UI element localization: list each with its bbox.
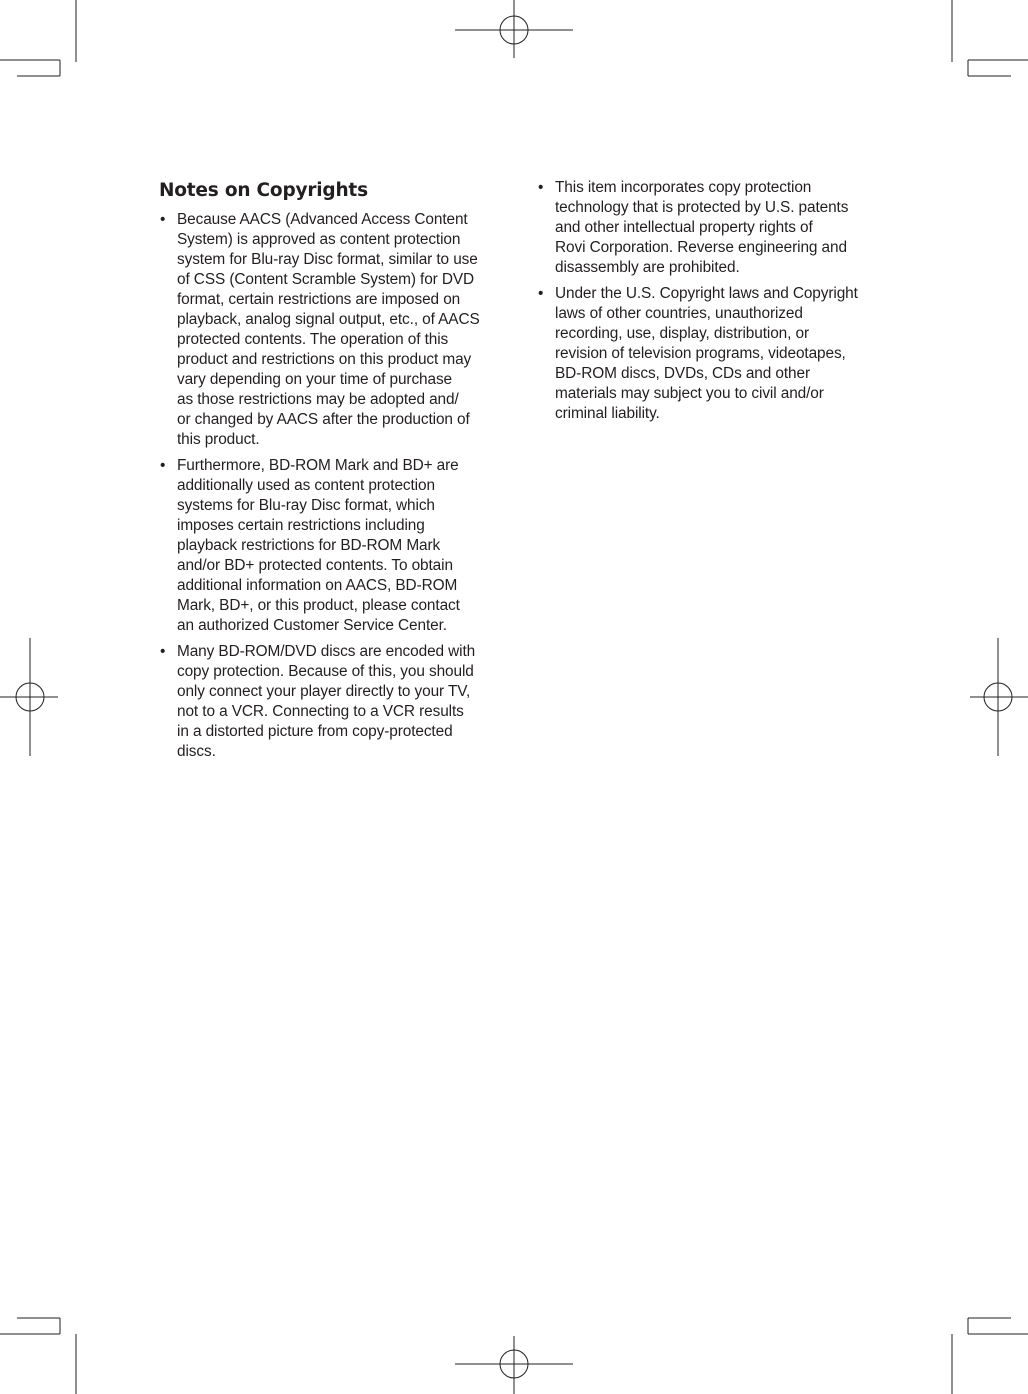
note-line: product and restrictions on this product may [177, 351, 472, 368]
right-notes-list [537, 178, 887, 424]
note-line: revision of television programs, videotapes, [555, 345, 846, 362]
bullet-icon: • [538, 285, 544, 302]
note-line: playback restrictions for BD-ROM Mark [177, 537, 441, 554]
bullet-icon: • [160, 643, 166, 660]
note-line: Because AACS (Advanced Access Content [177, 211, 468, 228]
right-column [537, 178, 887, 430]
note-item [537, 284, 887, 424]
note-line: an authorized Customer Service Center. [177, 617, 447, 634]
left-column [159, 178, 509, 768]
note-line: playback, analog signal output, etc., of AACS [177, 311, 480, 328]
section-title: Notes on Copyrights [159, 180, 368, 201]
crop-mark-top-right [952, 0, 1028, 76]
note-line: imposes certain restrictions including [177, 517, 425, 534]
note-line: Furthermore, BD-ROM Mark and BD+ are [177, 457, 459, 474]
registration-mark-right [970, 638, 1028, 756]
note-line: BD-ROM discs, DVDs, CDs and other [555, 365, 810, 382]
note-line: additional information on AACS, BD-ROM [177, 577, 458, 594]
note-line: Many BD-ROM/DVD discs are encoded with [177, 643, 476, 660]
note-line: discs. [177, 743, 216, 760]
note-line: Rovi Corporation. Reverse engineering and [555, 239, 847, 256]
note-line: in a distorted picture from copy-protected [177, 723, 453, 740]
note-line: systems for Blu-ray Disc format, which [177, 497, 435, 514]
note-line: system for Blu-ray Disc format, similar to use [177, 251, 478, 268]
note-item [159, 642, 509, 762]
note-line: format, certain restrictions are imposed on [177, 291, 461, 308]
note-line: Mark, BD+, or this product, please contact [177, 597, 460, 614]
note-item [537, 178, 887, 278]
note-line: or changed by AACS after the production of [177, 411, 470, 428]
bullet-icon: • [538, 179, 544, 196]
note-item [159, 456, 509, 636]
bullet-icon: • [160, 211, 166, 228]
note-line: recording, use, display, distribution, or [555, 325, 809, 342]
note-line: this product. [177, 431, 260, 448]
note-line: This item incorporates copy protection [555, 179, 812, 196]
note-item [159, 210, 509, 450]
note-line: of CSS (Content Scramble System) for DVD [177, 271, 475, 288]
note-line: Under the U.S. Copyright laws and Copyright [555, 285, 858, 302]
registration-mark-bottom [455, 1336, 573, 1394]
note-line: criminal liability. [555, 405, 660, 422]
note-line: vary depending on your time of purchase [177, 371, 453, 388]
note-line: technology that is protected by U.S. patents [555, 199, 849, 216]
note-line: and/or BD+ protected contents. To obtain [177, 557, 453, 574]
registration-mark-left [0, 638, 58, 756]
note-line: and other intellectual property rights of [555, 219, 813, 236]
note-line: disassembly are prohibited. [555, 259, 740, 276]
left-notes-list [159, 210, 509, 762]
note-line: additionally used as content protection [177, 477, 435, 494]
note-line: as those restrictions may be adopted and/ [177, 391, 459, 408]
note-line: laws of other countries, unauthorized [555, 305, 803, 322]
note-line: only connect your player directly to your TV, [177, 683, 471, 700]
registration-mark-top [455, 0, 573, 58]
bullet-icon: • [160, 457, 166, 474]
note-line: protected contents. The operation of this [177, 331, 449, 348]
note-line: materials may subject you to civil and/or [555, 385, 824, 402]
note-line: copy protection. Because of this, you should [177, 663, 474, 680]
crop-mark-bottom-left [0, 1318, 76, 1394]
note-line: not to a VCR. Connecting to a VCR results [177, 703, 464, 720]
crop-mark-top-left [0, 0, 76, 76]
note-line: System) is approved as content protection [177, 231, 461, 248]
crop-mark-bottom-right [952, 1318, 1028, 1394]
